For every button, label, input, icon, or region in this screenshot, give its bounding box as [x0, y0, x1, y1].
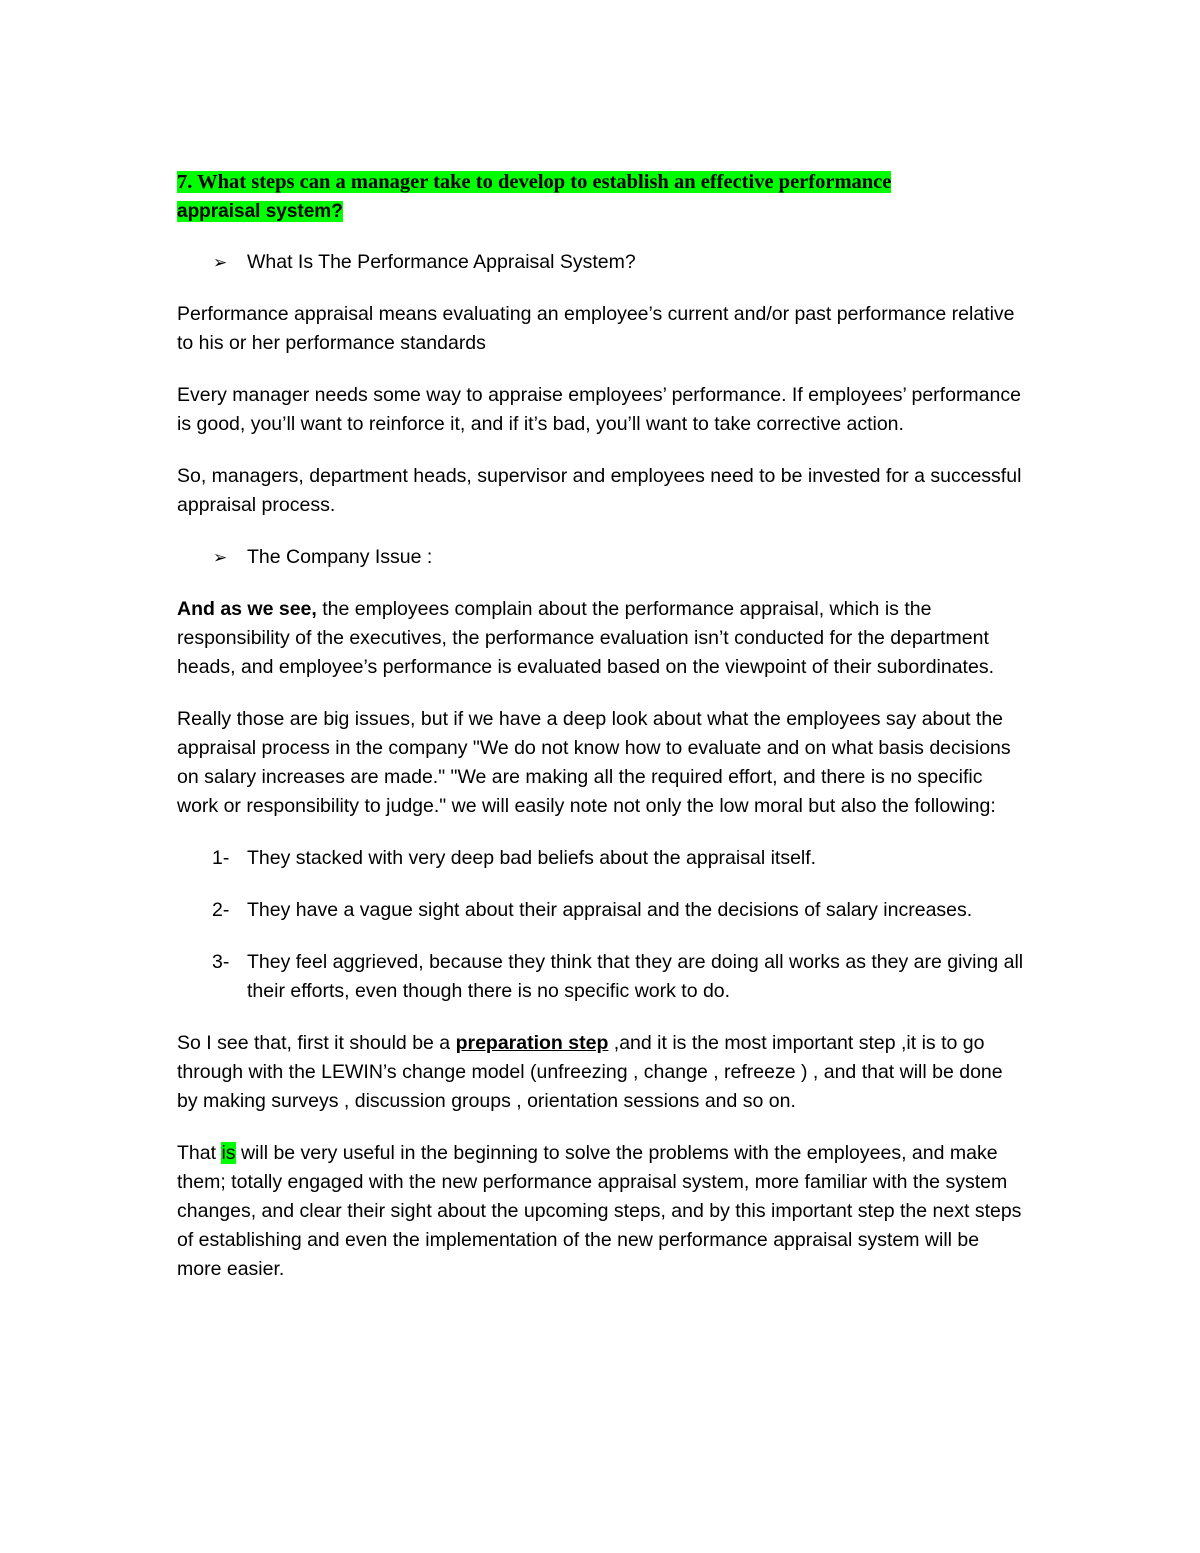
list-item	[177, 948, 1027, 1006]
preparation-step-emphasis: preparation step	[455, 1032, 609, 1054]
paragraph-lead-bold: And as we see,	[177, 598, 317, 620]
paragraph-investment: So, managers, department heads, supervisor and employees need to be invested for a successful appraisal process.	[177, 465, 1022, 516]
paragraph-conclusion	[177, 1139, 1027, 1284]
paragraph-definition: Performance appraisal means evaluating an employee’s current and/or past performance relative to his or her performance standards	[177, 303, 1015, 354]
arrow-bullet-icon: ➢	[213, 548, 228, 567]
bullet-text: What Is The Performance Appraisal System?	[247, 251, 636, 273]
list-item-number: 3-	[212, 951, 230, 973]
list-item	[177, 844, 1027, 873]
list-item-number: 1-	[212, 847, 230, 869]
paragraph-manager-needs: Every manager needs some way to appraise employees’ performance. If employees’ performance is good, you’ll want to reinforce it, and if it’s bad, you’ll want to take corrective action.	[177, 384, 1021, 435]
document-page	[177, 168, 1027, 1307]
paragraph-body: the employees complain about the performance appraisal, which is the responsibility of the executives, the performance evaluation isn’t conducted for the department heads, and employee’s performance is evaluated based on the viewpoint of their subordinates.	[177, 598, 994, 678]
question-heading	[177, 168, 1027, 226]
paragraph-text-before: That	[177, 1142, 222, 1164]
arrow-bullet-icon: ➢	[213, 253, 228, 272]
bullet-performance-appraisal	[177, 248, 1027, 277]
bullet-company-issue	[177, 543, 1027, 572]
paragraph-preparation-step	[177, 1029, 1027, 1116]
list-item-text: They have a vague sight about their appraisal and the decisions of salary increases.	[247, 899, 973, 921]
list-item-text: They feel aggrieved, because they think that they are doing all works as they are giving all their efforts, even though there is no specific work to do.	[247, 951, 1024, 1002]
heading-line-1: 7. What steps can a manager take to develop to establish an effective performance	[177, 171, 892, 193]
paragraph-text-after: ,and it is the most important step ,it is to go through with the LEWIN’s change model (unfreezing , change , refreeze ) , and that will be done by making surveys , discussion groups , orientation sessions and so on.	[177, 1032, 1003, 1112]
paragraph-complaints	[177, 595, 1027, 682]
bullet-text: The Company Issue :	[247, 546, 433, 568]
list-item-number: 2-	[212, 899, 230, 921]
list-item	[177, 896, 1027, 925]
paragraph-text-after: will be very useful in the beginning to solve the problems with the employees, and make them; totally engaged with the new performance appraisal system, more familiar with the system changes, and clear their sight about the upcoming steps, and by this important step the next steps of establishing and even the implementation of the new performance appraisal system will be more easier.	[177, 1142, 1022, 1280]
highlighted-word: is	[221, 1142, 236, 1164]
list-item-text: They stacked with very deep bad beliefs about the appraisal itself.	[247, 847, 817, 869]
heading-line-2: appraisal system?	[177, 201, 343, 222]
paragraph-text-before: So I see that, first it should be a	[177, 1032, 456, 1054]
paragraph-big-issues: Really those are big issues, but if we have a deep look about what the employees say about the appraisal process in the company "We do not know how to evaluate and on what basis decisions on salary increases are made." "We are making all the required effort, and there is no specific work or responsibility to judge." we will easily note not only the low moral but also the following:	[177, 708, 1011, 817]
